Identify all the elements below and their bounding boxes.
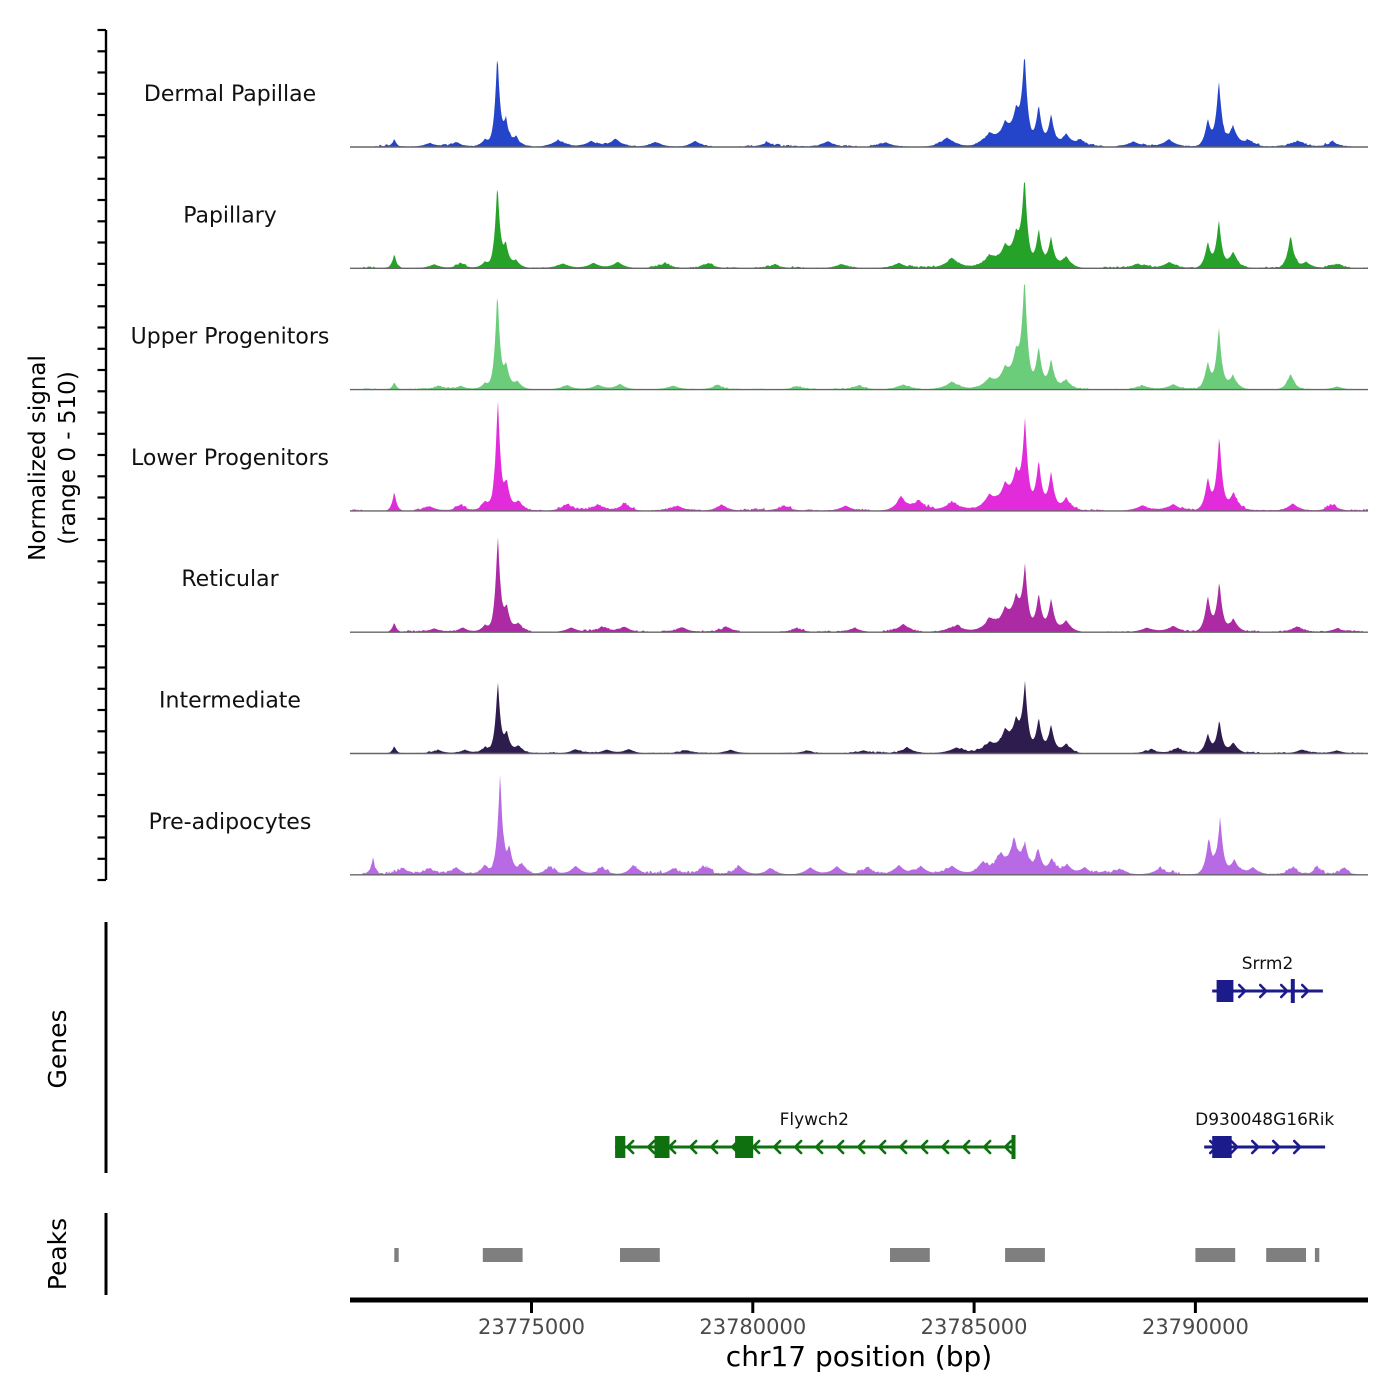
signal-area-intermediate [350,681,1368,754]
signal-tracks-group [131,59,1368,875]
track-label-pre-adipocytes: Pre-adipocytes [148,809,312,835]
gene-exon-flywch2 [655,1136,670,1158]
y-axis-label-line1: Normalized signal [25,355,51,561]
x-axis-tick-label: 23785000 [920,1315,1028,1339]
track-label-reticular: Reticular [181,567,279,593]
signal-area-dermal-papillae [350,59,1368,147]
track-label-upper-progenitors: Upper Progenitors [130,324,330,350]
peak-interval [890,1248,930,1262]
peaks-section-label: Peaks [43,1217,72,1291]
genes-section-label: Genes [43,1009,72,1089]
track-label-dermal-papillae: Dermal Papillae [143,82,317,107]
y-axis-label [24,256,86,660]
peak-interval [1315,1248,1319,1262]
gene-end-bar-flywch2 [1012,1135,1016,1159]
gene-exon-flywch2 [735,1136,753,1158]
gene-exon-flywch2 [615,1136,625,1158]
peak-interval [620,1248,660,1262]
x-axis-tick-label: 23775000 [478,1315,585,1339]
peak-interval [1266,1248,1306,1262]
x-axis-tick-label: 23780000 [699,1315,807,1339]
gene-label-flywch2: Flywch2 [779,1110,850,1130]
track-label-papillary: Papillary [183,203,277,229]
peaks-group [106,1213,1319,1295]
x-axis-tick-label: 23790000 [1141,1315,1249,1339]
peak-interval [483,1248,523,1262]
y-axis-label-line2: (range 0 - 510) [54,371,81,545]
peak-interval [1005,1248,1045,1262]
signal-area-reticular [350,537,1368,632]
y-axis-group [98,30,107,880]
signal-area-lower-progenitors [350,401,1368,511]
gene-label-srrm2: Srrm2 [1241,954,1294,974]
signal-area-pre-adipocytes [350,775,1368,875]
gene-end-bar-srrm2 [1291,979,1295,1003]
peak-interval [1195,1248,1235,1262]
x-axis-title: chr17 position (bp) [725,1340,993,1373]
gene-exon-d930048g16rik [1212,1136,1232,1158]
track-label-lower-progenitors: Lower Progenitors [131,445,329,471]
genes-group [106,922,1334,1173]
gene-exon-srrm2 [1217,980,1234,1002]
gene-label-d930048g16rik: D930048G16Rik [1195,1110,1335,1130]
track-label-intermediate: Intermediate [159,688,301,714]
signal-area-upper-progenitors [350,285,1368,390]
peak-interval [394,1248,398,1262]
signal-area-papillary [350,183,1368,269]
x-axis-group [350,1300,1368,1339]
